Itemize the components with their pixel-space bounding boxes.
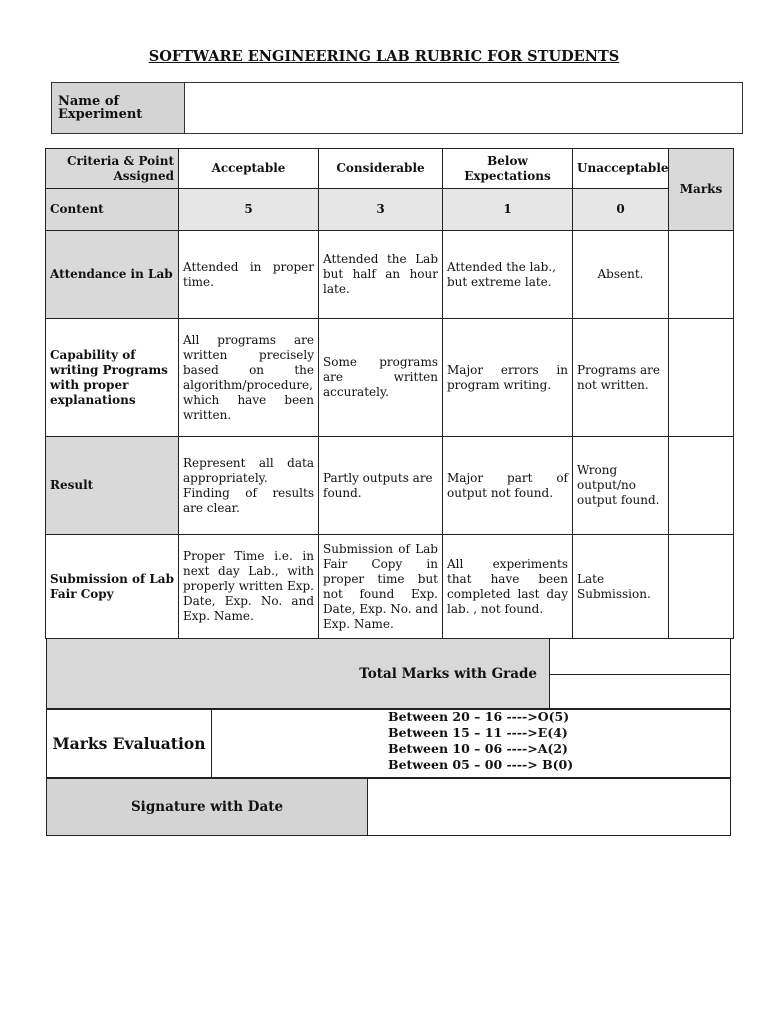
criterion-label: Result <box>46 437 179 535</box>
points-considerable: 3 <box>319 189 443 231</box>
marks-evaluation-ranges <box>212 709 730 777</box>
criterion-label: Capability of writing Programs with proper explanations <box>46 319 179 437</box>
experiment-name-label-line2: Experiment <box>58 107 143 122</box>
content-label: Content <box>46 189 179 231</box>
grade-range: Between 20 – 16 ---->O(5) <box>388 709 570 724</box>
cell-acceptable: All programs are written precisely based on the algorithm/procedure, which have been written. <box>179 319 319 437</box>
cell-marks[interactable] <box>669 231 734 319</box>
table-row <box>46 437 734 535</box>
experiment-name-field[interactable] <box>185 83 742 133</box>
total-marks-row <box>46 638 731 710</box>
table-row <box>46 231 734 319</box>
cell-below: Attended the lab., but extreme late. <box>443 231 573 319</box>
signature-label: Signature with Date <box>47 779 368 835</box>
table-row <box>46 319 734 437</box>
experiment-name-label-line1: Name of <box>58 94 120 109</box>
cell-considerable: Attended the Lab but half an hour late. <box>319 231 443 319</box>
marks-header: Marks <box>669 149 734 231</box>
signature-field[interactable] <box>368 779 730 835</box>
marks-evaluation-row <box>46 708 731 778</box>
cell-marks[interactable] <box>669 319 734 437</box>
experiment-name-label <box>52 83 185 133</box>
level-header-below: Below Expectations <box>443 149 573 189</box>
cell-unacceptable: Absent. <box>573 231 669 319</box>
grade-range: Between 10 – 06 ---->A(2) <box>388 741 568 756</box>
cell-below: Major errors in program writing. <box>443 319 573 437</box>
points-acceptable: 5 <box>179 189 319 231</box>
total-marks-label: Total Marks with Grade <box>47 639 550 709</box>
criteria-header-line1: Criteria & Point <box>67 153 174 168</box>
cell-marks[interactable] <box>669 437 734 535</box>
level-header-unacceptable: Unacceptable <box>573 149 669 189</box>
cell-acceptable: Represent all data appropriately. Finding of results are clear. <box>179 437 319 535</box>
cell-marks[interactable] <box>669 535 734 639</box>
grade-range: Between 15 – 11 ---->E(4) <box>388 725 568 740</box>
level-header-acceptable: Acceptable <box>179 149 319 189</box>
cell-unacceptable: Wrong output/no output found. <box>573 437 669 535</box>
total-marks-fields <box>550 639 730 709</box>
cell-unacceptable: Programs are not written. <box>573 319 669 437</box>
level-header-considerable: Considerable <box>319 149 443 189</box>
marks-evaluation-label: Marks Evaluation <box>47 709 212 777</box>
page-title: SOFTWARE ENGINEERING LAB RUBRIC FOR STUDENTS <box>148 48 620 65</box>
signature-row <box>46 778 731 836</box>
rubric-table <box>45 148 734 639</box>
cell-acceptable: Proper Time i.e. in next day Lab., with properly written Exp. Date, Exp. No. and Exp. Name. <box>179 535 319 639</box>
criteria-header-line2: Assigned <box>113 168 174 183</box>
points-below: 1 <box>443 189 573 231</box>
criteria-header <box>46 149 179 189</box>
grade-field[interactable] <box>550 675 730 710</box>
total-marks-field[interactable] <box>550 639 730 675</box>
cell-considerable: Some programs are written accurately. <box>319 319 443 437</box>
cell-acceptable: Attended in proper time. <box>179 231 319 319</box>
experiment-name-row <box>51 82 743 134</box>
criterion-label: Attendance in Lab <box>46 231 179 319</box>
cell-below: All experiments that have been completed last day lab. , not found. <box>443 535 573 639</box>
table-row <box>46 535 734 639</box>
cell-considerable: Partly outputs are found. <box>319 437 443 535</box>
cell-below: Major part of output not found. <box>443 437 573 535</box>
cell-unacceptable: Late Submission. <box>573 535 669 639</box>
criterion-label: Submission of Lab Fair Copy <box>46 535 179 639</box>
cell-considerable: Submission of Lab Fair Copy in proper time but not found Exp. Date, Exp. No. and Exp. Name. <box>319 535 443 639</box>
points-unacceptable: 0 <box>573 189 669 231</box>
grade-range: Between 05 – 00 ----> B(0) <box>388 757 574 772</box>
